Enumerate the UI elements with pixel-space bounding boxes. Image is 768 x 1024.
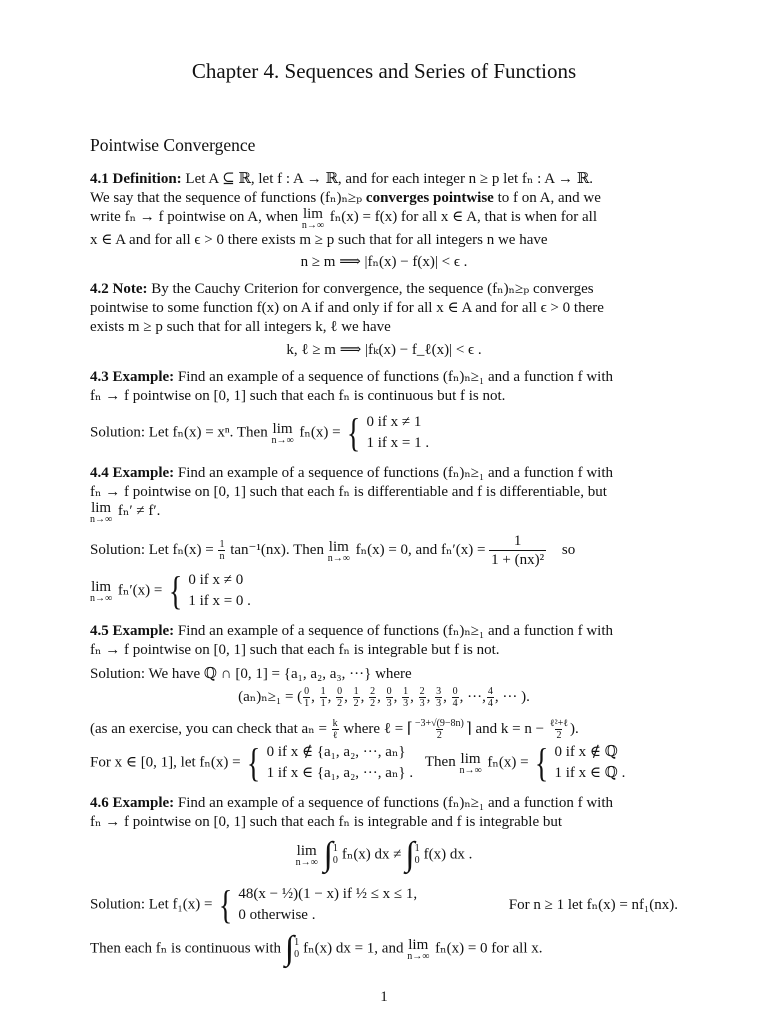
limit-operator: lim n→∞	[90, 500, 113, 525]
def41-text1: Let A ⊆ ℝ, let f : A → ℝ, and for each integer n ≥ p let fₙ : A → ℝ.	[185, 171, 593, 187]
ex46-last-text2: fₙ(x) dx = 1, and	[303, 940, 404, 957]
ex45-exercise	[90, 718, 678, 741]
def41-line4: x ∈ A and for all ϵ > 0 there exists m ≥ p such that for all integers n we have	[90, 232, 548, 248]
ex45-text3: Solution: We have ℚ ∩ [0, 1] = {a₁, a₂, a₃, ···} where	[90, 666, 412, 682]
ex46-text2: fₙ → f pointwise on [0, 1] such that each fₙ is integrable and f is integrable but	[90, 814, 563, 830]
def41-text3a: write fₙ → f pointwise on A, when	[90, 209, 299, 225]
fraction: $\frac{\text{ℓ²+ℓ}}{2}$	[549, 718, 569, 741]
ex44-sol-text4: so	[561, 541, 576, 558]
def41-line1	[90, 170, 678, 189]
ex45-ex-text4: ).	[570, 720, 579, 737]
ex45-ex-text1: (as an exercise, you can check that aₙ =	[90, 720, 327, 737]
ex46-label: 4.6 Example:	[90, 795, 175, 811]
ex45-label: 4.5 Example:	[90, 623, 175, 639]
ex45-ex-text3: ⌉ and k = n −	[465, 720, 545, 737]
ex46-conclusion	[90, 932, 678, 966]
fraction: $\frac{-3+√(9-8n)}{2}$	[414, 718, 464, 741]
fraction: $\frac{0}{2}$	[337, 686, 343, 709]
fraction: $\frac{3}{3}$	[436, 686, 442, 709]
case-line: 48(x − ½)(1 − x) if ½ ≤ x ≤ 1,	[238, 886, 418, 902]
piecewise-cases: { 0 if x ∉ {a₁, a₂, ···, aₙ} 1 if x ∈ {a₁, a₂, ···, aₙ} .	[247, 740, 414, 785]
case-line: 0 if x ∉ ℚ	[554, 744, 618, 760]
ex46-int-left: fₙ(x) dx ≠	[341, 846, 402, 863]
ex45-then-fn: fₙ(x) =	[487, 754, 529, 771]
fraction: $\frac{k}{\text{ℓ}}$	[332, 718, 338, 741]
fraction: $\frac{1}{2}$	[353, 686, 359, 709]
def41-text2c: to f on A, and we	[497, 190, 601, 206]
piecewise-cases: { 48(x − ½)(1 − x) if ½ ≤ x ≤ 1, 0 otherwise .	[219, 882, 418, 927]
fraction: $\frac{4}{4}$	[487, 686, 493, 709]
ex44-sol-text3: fₙ(x) = 0, and fₙ′(x) =	[355, 541, 486, 558]
def41-formula: n ≥ m ⟹ |fₙ(x) − f(x)| < ϵ .	[300, 254, 468, 270]
limit-operator: lim n→∞	[407, 937, 430, 963]
definition-4-1	[90, 170, 678, 272]
seq-end: , ··· ).	[494, 688, 530, 705]
limit-operator: lim n→∞	[271, 421, 294, 447]
fraction: $\frac{2}{3}$	[419, 686, 425, 709]
ex44-solution	[90, 532, 678, 569]
ex43-label: 4.3 Example:	[90, 369, 175, 385]
ex44-sol-text2: tan⁻¹(nx). Then	[230, 541, 324, 558]
fraction: $\frac{0}{3}$	[386, 686, 392, 709]
seq-lhs: (aₙ)ₙ≥₁ = (	[238, 688, 303, 705]
fraction: $\frac{1}{\text{1 + (nx)²}}$	[491, 533, 545, 568]
ex44-sol-text: Solution: Let fₙ(x) =	[90, 541, 214, 558]
case-line: 1 if x ∈ {a₁, a₂, ···, aₙ} .	[266, 765, 414, 781]
def41-term: converges pointwise	[365, 190, 494, 206]
def41-text2a: We say that the sequence of functions (fₙ)ₙ≥ₚ	[90, 190, 363, 206]
limit-operator: lim n→∞	[90, 579, 113, 605]
case-line: 0 if x ≠ 0	[188, 572, 244, 588]
seq-dots: ···,	[467, 688, 486, 705]
ex45-sequence	[90, 686, 678, 709]
fraction: $\frac{1}{3}$	[403, 686, 409, 709]
integral-sign: ∫ 1 0	[284, 930, 300, 967]
integral-sign: ∫ 1 0	[323, 836, 338, 873]
note-4-2	[90, 280, 678, 360]
ex45-ex-text2: where ℓ = ⌈	[343, 720, 413, 737]
chapter-title: Chapter 4. Sequences and Series of Functions	[191, 59, 577, 83]
piecewise-cases: { 0 if x ≠ 1 1 if x = 1 .	[347, 410, 430, 455]
ex44-text1: Find an example of a sequence of functions (fₙ)ₙ≥₁ and a function f with	[177, 465, 613, 481]
fraction: $\frac{0}{1}$	[304, 686, 310, 709]
fraction: $\frac{1}{1}$	[320, 686, 326, 709]
note42-formula: k, ℓ ≥ m ⟹ |fₖ(x) − f_ℓ(x)| < ϵ .	[286, 342, 482, 358]
def41-text3b: fₙ(x) = f(x) for all x ∈ A, that is when for all	[329, 209, 597, 225]
ex43-sol-fn: fₙ(x) =	[299, 424, 341, 441]
ex45-then: Then	[424, 754, 456, 771]
fraction: $\frac{0}{4}$	[452, 686, 458, 709]
example-4-4	[90, 464, 678, 525]
ex45-text2: fₙ → f pointwise on [0, 1] such that each fₙ is integrable but f is not.	[90, 642, 500, 658]
limit-operator: lim n→∞	[301, 206, 325, 231]
ex44-label: 4.4 Example:	[90, 465, 175, 481]
ex44-solution2	[90, 570, 678, 612]
fraction: $\frac{2}{2}$	[370, 686, 376, 709]
case-line: 0 otherwise .	[238, 907, 316, 923]
ex45-text1: Find an example of a sequence of functions (fₙ)ₙ≥₁ and a function f with	[177, 623, 613, 639]
limit-operator: lim n→∞	[459, 751, 482, 777]
note42-text2: pointwise to some function f(x) on A if and only if for all x ∈ A and for all ϵ > 0 there	[90, 300, 604, 316]
case-line: 1 if x = 1 .	[366, 435, 430, 451]
ex46-last-text1: Then each fₙ is continuous with	[90, 940, 282, 957]
ex44-text2: fₙ → f pointwise on [0, 1] such that each fₙ is differentiable and f is differentiable, but	[90, 484, 607, 500]
note42-label: 4.2 Note:	[90, 281, 148, 297]
fraction: $\frac{1}{n}$	[219, 539, 225, 562]
ex46-sol-text: Solution: Let f₁(x) =	[90, 896, 213, 913]
note42-text3: exists m ≥ p such that for all integers k, ℓ we have	[90, 319, 391, 335]
note42-text1: By the Cauchy Criterion for convergence, the sequence (fₙ)ₙ≥ₚ converges	[151, 281, 594, 297]
example-4-6	[90, 794, 678, 832]
ex46-sol-text2: For n ≥ 1 let fₙ(x) = nf₁(nx).	[508, 897, 678, 913]
case-line: 0 if x ≠ 1	[366, 414, 422, 430]
ex43-text2: fₙ → f pointwise on [0, 1] such that each fₙ is continuous but f is not.	[90, 388, 506, 404]
example-4-5	[90, 622, 678, 684]
ex44-text3: fₙ′ ≠ f′.	[117, 503, 161, 519]
ex46-last-text3: fₙ(x) = 0 for all x.	[435, 940, 543, 957]
limit-operator: lim n→∞	[327, 538, 350, 564]
ex44-sol2-fn: fₙ′(x) =	[117, 582, 163, 599]
piecewise-cases: { 0 if x ≠ 0 1 if x = 0 .	[168, 568, 251, 613]
ex46-solution	[90, 884, 678, 926]
integral-sign: ∫ 1 0	[405, 836, 420, 873]
page-number: 1	[380, 989, 388, 1005]
def41-line3	[90, 208, 678, 231]
ex45-for-text: For x ∈ [0, 1], let fₙ(x) =	[90, 754, 241, 771]
ex43-text1: Find an example of a sequence of functions (fₙ)ₙ≥₁ and a function f with	[177, 369, 613, 385]
example-4-3	[90, 368, 678, 406]
piecewise-cases: { 0 if x ∉ ℚ 1 if x ∈ ℚ .	[535, 740, 626, 785]
def41-line2	[90, 189, 678, 208]
def41-label: 4.1 Definition:	[90, 171, 182, 187]
ex46-integral-formula	[90, 838, 678, 872]
ex43-sol-text: Solution: Let fₙ(x) = xⁿ. Then	[90, 424, 268, 441]
case-line: 1 if x ∈ ℚ .	[554, 765, 626, 781]
ex46-int-right: f(x) dx .	[423, 846, 473, 863]
section-heading: Pointwise Convergence	[90, 135, 256, 155]
ex43-solution	[90, 412, 678, 454]
case-line: 0 if x ∉ {a₁, a₂, ···, aₙ}	[266, 744, 406, 760]
ex45-definition	[90, 742, 678, 784]
limit-operator: lim n→∞	[295, 843, 318, 869]
ex46-text1: Find an example of a sequence of functions (fₙ)ₙ≥₁ and a function f with	[177, 795, 613, 811]
case-line: 1 if x = 0 .	[188, 593, 251, 609]
seq-fractions: $\frac{0}{1}$ , $\frac{1}{1}$ , $\frac{0}{2}$ , $\frac{1}{2}$ , $\frac{2}{2}$ , $\frac{0}{3}$ , $\frac{1}{3}$ , $\frac{2}{3}$ , $\frac{3}{3}$ , $\frac{0}{4}$ ,	[304, 686, 468, 709]
